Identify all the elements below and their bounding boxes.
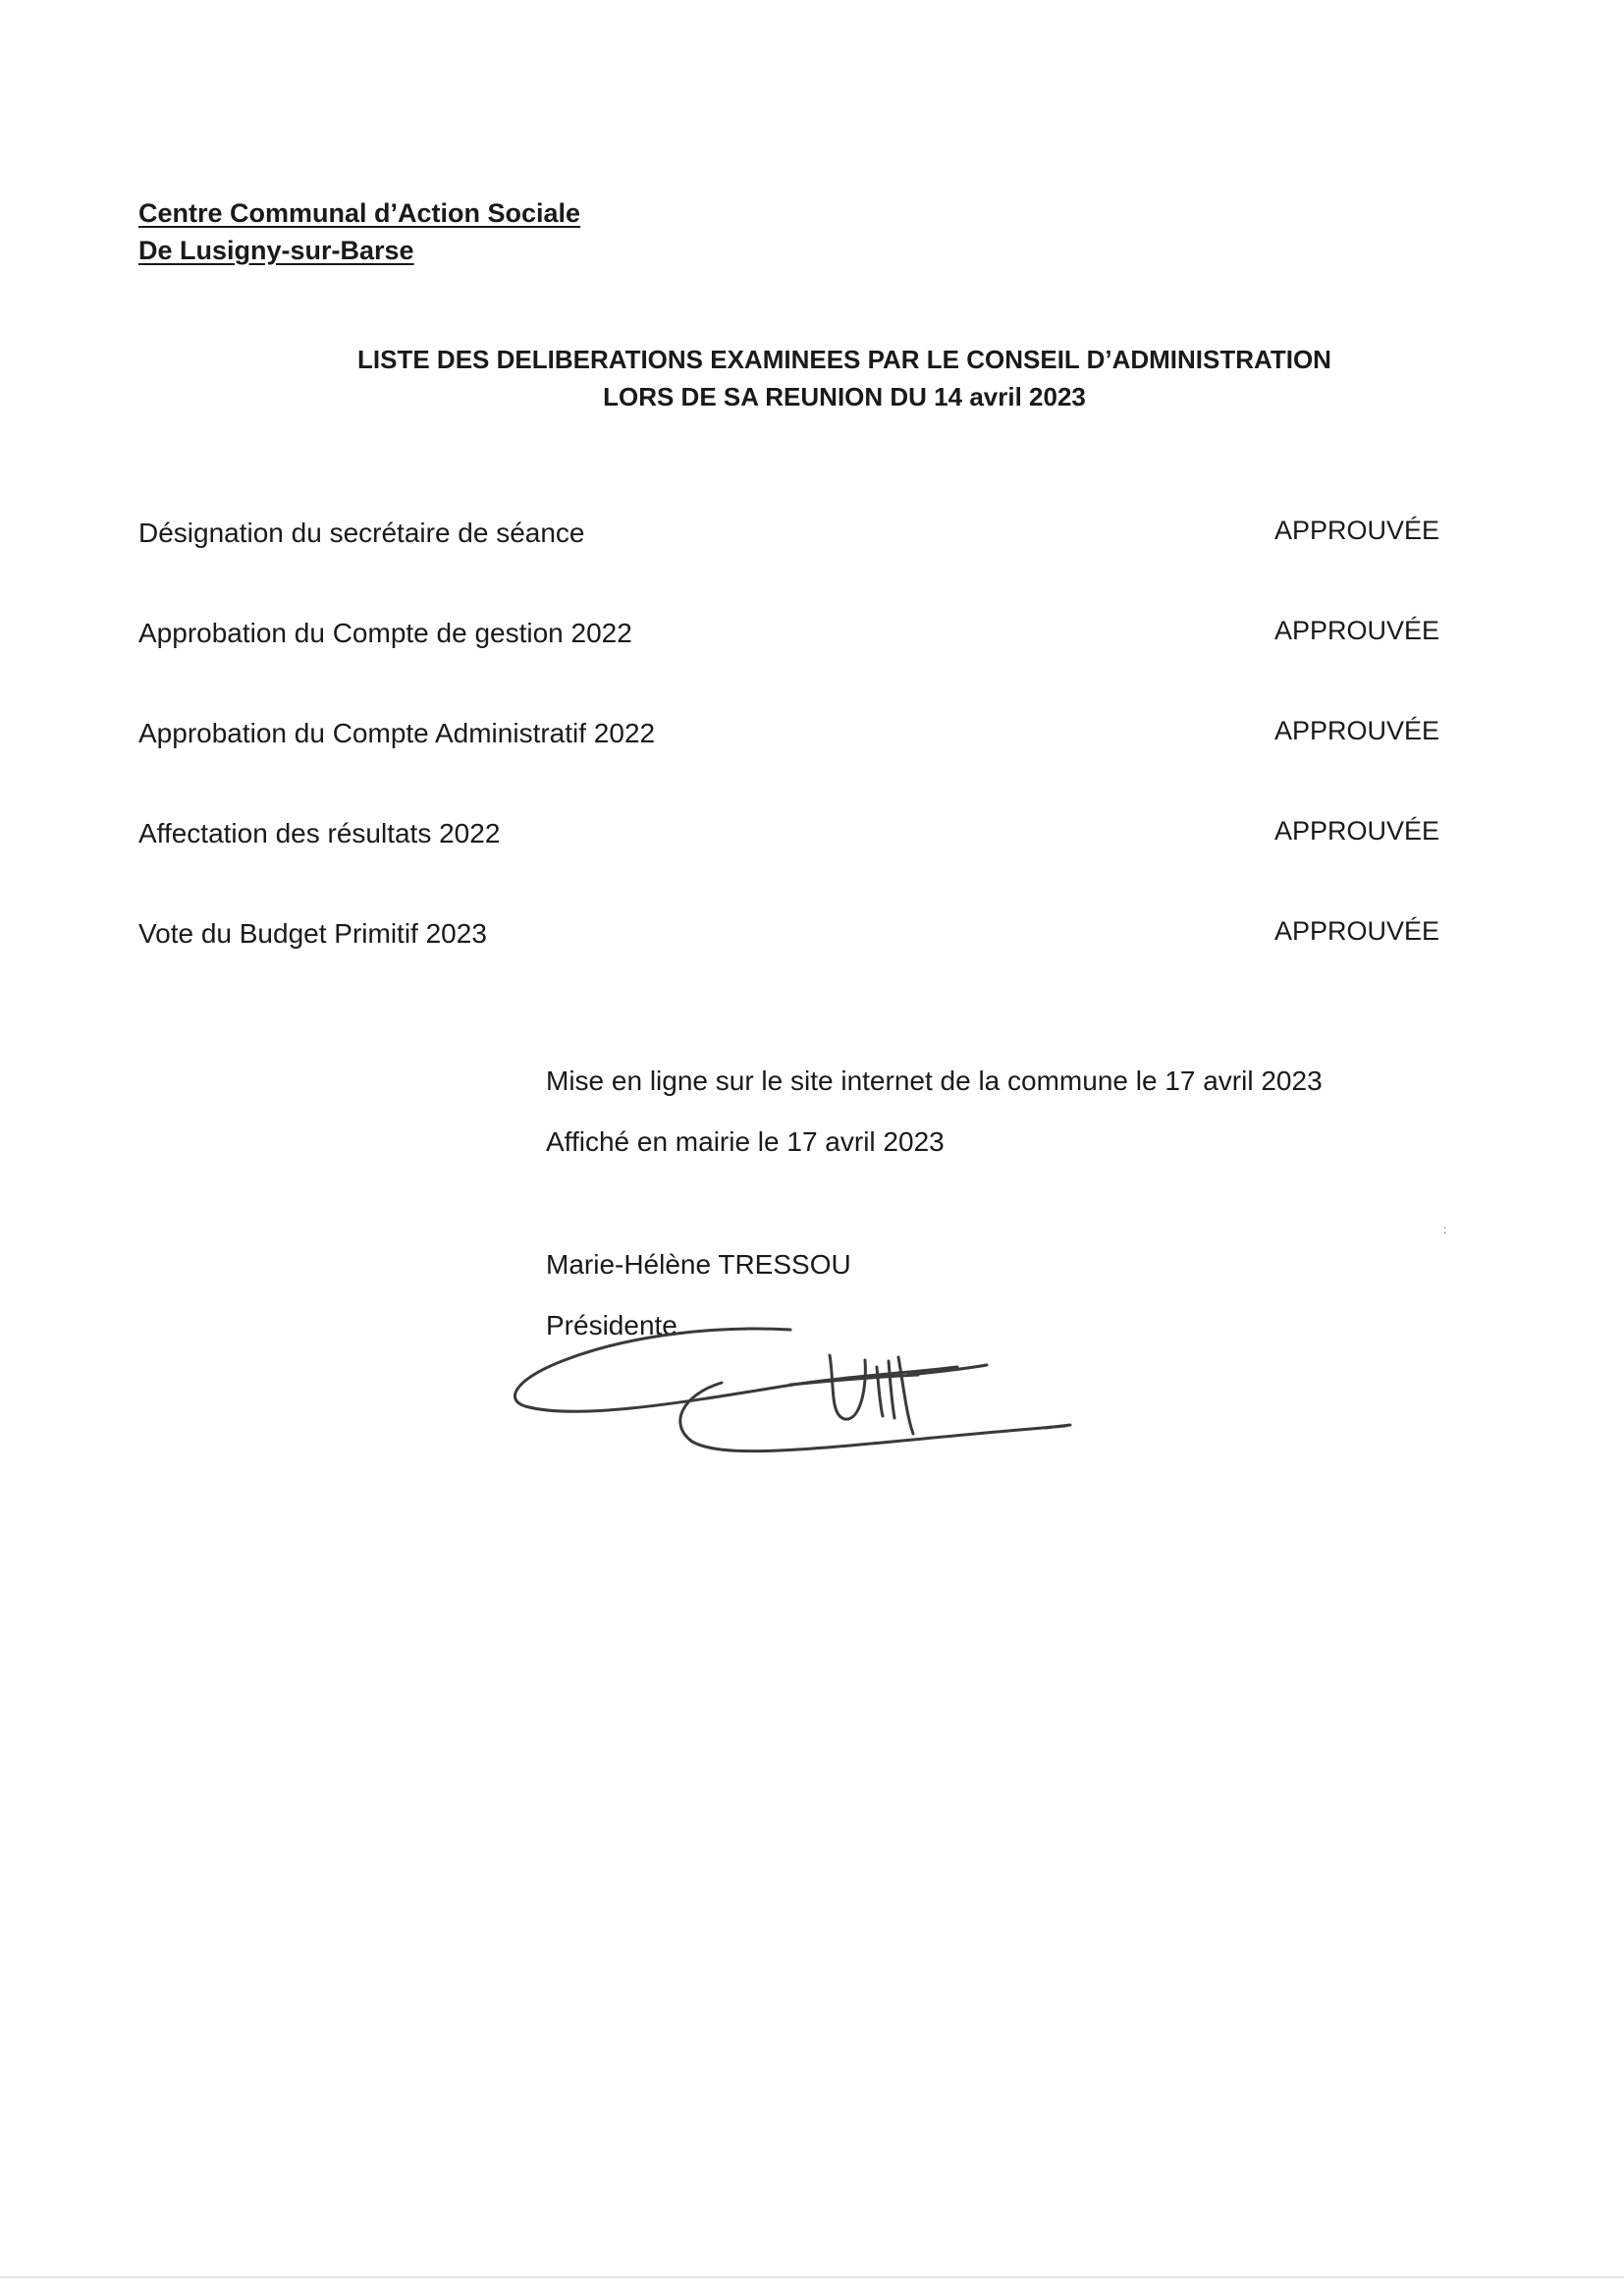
signatory-title: Présidente [546, 1310, 677, 1340]
list-item [138, 718, 1439, 818]
organization-name: Centre Communal d’Action Sociale [138, 198, 581, 228]
margin-mark: : [1443, 1223, 1447, 1236]
list-item [138, 618, 1439, 718]
list-item [138, 818, 1439, 918]
deliberation-status: APPROUVÉE [1273, 816, 1439, 846]
posting-date: Affiché en mairie le 17 avril 2023 [546, 1126, 945, 1157]
deliberation-status: APPROUVÉE [1273, 716, 1439, 745]
scan-edge-divider [0, 2276, 1624, 2278]
list-item [138, 518, 1439, 618]
publication-notice [546, 1051, 1323, 1173]
deliberation-label: Vote du Budget Primitif 2023 [138, 918, 487, 949]
organization-commune: De Lusigny-sur-Barse [138, 236, 414, 265]
signatory-name: Marie-Hélène TRESSOU [546, 1249, 851, 1280]
deliberation-label: Approbation du Compte de gestion 2022 [138, 618, 632, 648]
list-item [138, 918, 1439, 1018]
deliberation-list [138, 518, 1439, 1018]
deliberation-status: APPROUVÉE [1273, 916, 1439, 946]
deliberation-label: Désignation du secrétaire de séance [138, 518, 585, 548]
document-title-line-2: LORS DE SA REUNION DU 14 avril 2023 [603, 382, 1086, 411]
document-title [295, 341, 1394, 415]
deliberation-status: APPROUVÉE [1273, 516, 1439, 545]
handwritten-signature [496, 1316, 1085, 1473]
document-title-line-1: LISTE DES DELIBERATIONS EXAMINEES PAR LE CONSEIL D’ADMINISTRATION [357, 345, 1331, 374]
organization-header [138, 194, 580, 269]
deliberation-label: Approbation du Compte Administratif 2022 [138, 718, 656, 748]
deliberation-status: APPROUVÉE [1273, 616, 1439, 645]
deliberation-label: Affectation des résultats 2022 [138, 818, 501, 848]
online-publication-date: Mise en ligne sur le site internet de la commune le 17 avril 2023 [546, 1066, 1323, 1096]
